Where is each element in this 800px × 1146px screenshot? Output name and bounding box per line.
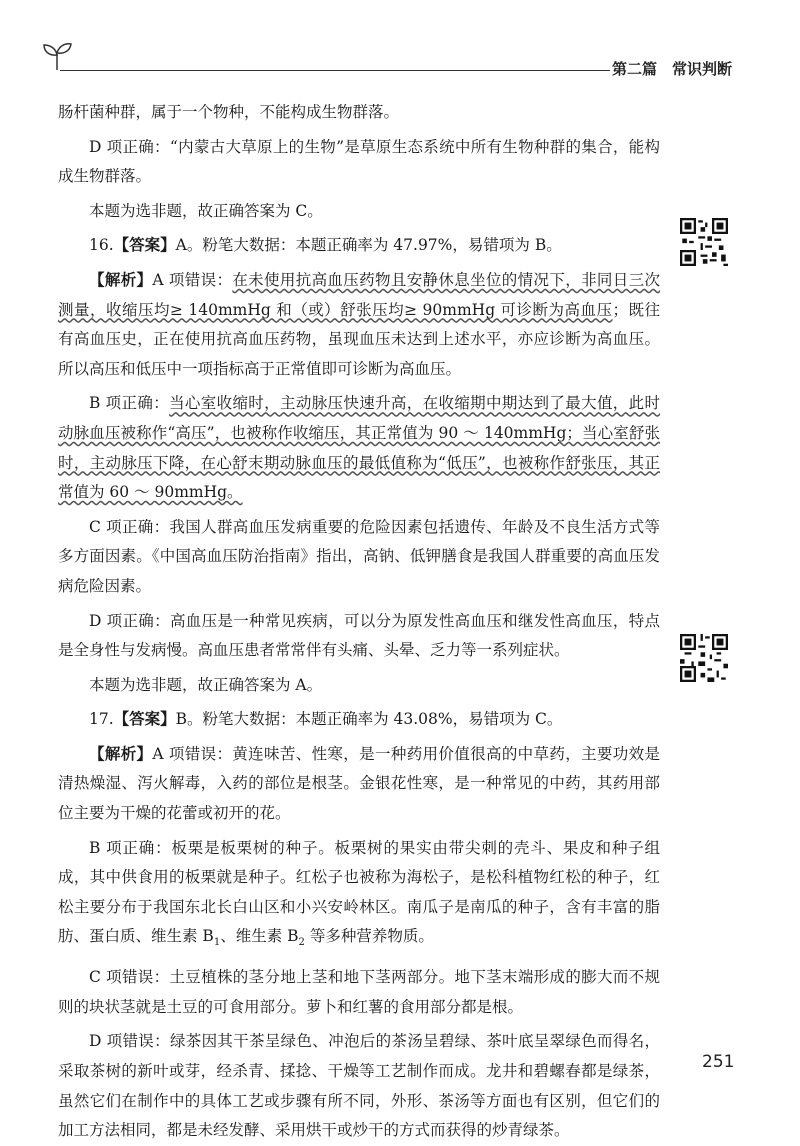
page-number: 251: [702, 1052, 735, 1072]
option-lead: B 项正确：: [89, 394, 170, 413]
q16-conclusion: 本题为选非题，故正确答案为 A。: [89, 675, 323, 694]
answer-text: B。粉笔大数据：本题正确率为 43.08%，易错项为 C。: [175, 710, 563, 729]
paragraph: D 项正确：“内蒙古大草原上的生物”是草原生态系统中所有生物种群的集合，能构成生物群落。: [58, 137, 660, 186]
underlined-text: 当心室收缩时，主动脉压快速升高，在收缩期中期达到了最大值，此时动脉血压被称作“高压”，也被称作收缩压，其正常值为 90 ～ 140mmHg；当心室舒张时，主动脉压下降，在心舒末期动脉血压的最低值称为“低压”，也被称作舒张压，其正常值为 60 ～ 90mmHg。: [58, 394, 660, 502]
sprout-icon: [40, 40, 74, 72]
analysis-tag: 【解析】: [89, 744, 153, 763]
answer-tag: 【答案】: [113, 710, 176, 729]
subscript: 2: [298, 937, 305, 949]
page-content: [58, 98, 660, 1146]
q17-answer: [58, 705, 660, 735]
option-lead: A 项错误：: [152, 270, 233, 289]
analysis-text: B 项正确：板栗是板栗树的种子。板栗树的果实由带尖刺的壳斗、果皮和种子组成，其中供食用的板栗就是种子。红松子也被称为海松子，是松科植物红松的种子，红松主要分布于我国东北长白山区和小兴安岭林区。南瓜子是南瓜的种子，含有丰富的脂肪、蛋白质、维生素 B: [58, 838, 660, 946]
analysis-tag: 【解析】: [89, 270, 153, 289]
subscript: 1: [213, 937, 221, 949]
qr-code-icon[interactable]: [680, 218, 728, 266]
question-number: 17.: [89, 710, 114, 729]
answer-tag: 【答案】: [113, 236, 176, 255]
q16-analysis-b: [58, 389, 660, 507]
q17-analysis-b: [58, 834, 660, 958]
analysis-text: 等多种营养物质。: [304, 927, 434, 946]
q16-answer: [58, 231, 660, 261]
q17-analysis-d: D 项错误：绿茶因其干茶呈绿色、冲泡后的茶汤呈碧绿、茶叶底呈翠绿色而得名，采取茶树的新叶或芽，经杀青、揉捻、干燥等工艺制作而成。龙井和碧螺春都是绿茶，虽然它们在制作中的具体工艺或步骤有所不同，外形、茶汤等方面也有区别，但它们的加工方法相同，都是未经发酵、采用烘干或炒干的方式而获得的炒青绿茶。: [58, 1032, 660, 1140]
q16-analysis-a: [58, 266, 660, 384]
analysis-text: 、维生素 B: [220, 927, 299, 946]
section-title: 第二篇 常识判断: [612, 60, 733, 78]
analysis-text: ；既往有高血压史，正在使用抗高血压药物，虽现血压未达到上述水平，亦应诊断为高血压。所以高压和低压中一项指标高于正常值即可诊断为高血压。: [58, 300, 660, 378]
question-number: 16.: [89, 236, 114, 255]
q16-analysis-d: D 项正确：高血压是一种常见疾病，可以分为原发性高血压和继发性高血压，特点是全身性与发病慢。高血压患者常常伴有头痛、头晕、乏力等一系列症状。: [58, 611, 660, 660]
answer-text: A。粉笔大数据：本题正确率为 47.97%，易错项为 B。: [175, 236, 562, 255]
page-header: [0, 0, 800, 90]
paragraph: 本题为选非题，故正确答案为 C。: [89, 201, 323, 220]
q17-analysis-a: [58, 740, 660, 829]
qr-code-icon[interactable]: [680, 634, 728, 682]
underlined-text: 在未使用抗高血压药物且安静休息坐位的情况下，非同日三次测量，收缩压均≥ 140mmHg 和（或）舒张压均≥ 90mmHg 可诊断为高血压: [58, 270, 660, 319]
header-rule: [60, 70, 610, 71]
paragraph: 肠杆菌种群，属于一个物种，不能构成生物群落。: [58, 103, 400, 121]
analysis-text: A 项错误：黄连味苦、性寒，是一种药用价值很高的中草药，主要功效是清热燥湿、泻火解毒，入药的部位是根茎。金银花性寒，是一种常见的中药，其药用部位主要为干燥的花蕾或初开的花。: [58, 744, 660, 823]
q16-analysis-c: C 项正确：我国人群高血压发病重要的危险因素包括遗传、年龄及不良生活方式等多方面因素。《中国高血压防治指南》指出，高钠、低钾膳食是我国人群重要的高血压发病危险因素。: [58, 517, 660, 595]
q17-analysis-c: C 项错误：土豆植株的茎分地上茎和地下茎两部分。地下茎末端形成的膨大而不规则的块状茎就是土豆的可食用部分。萝卜和红薯的食用部分都是根。: [58, 968, 660, 1016]
